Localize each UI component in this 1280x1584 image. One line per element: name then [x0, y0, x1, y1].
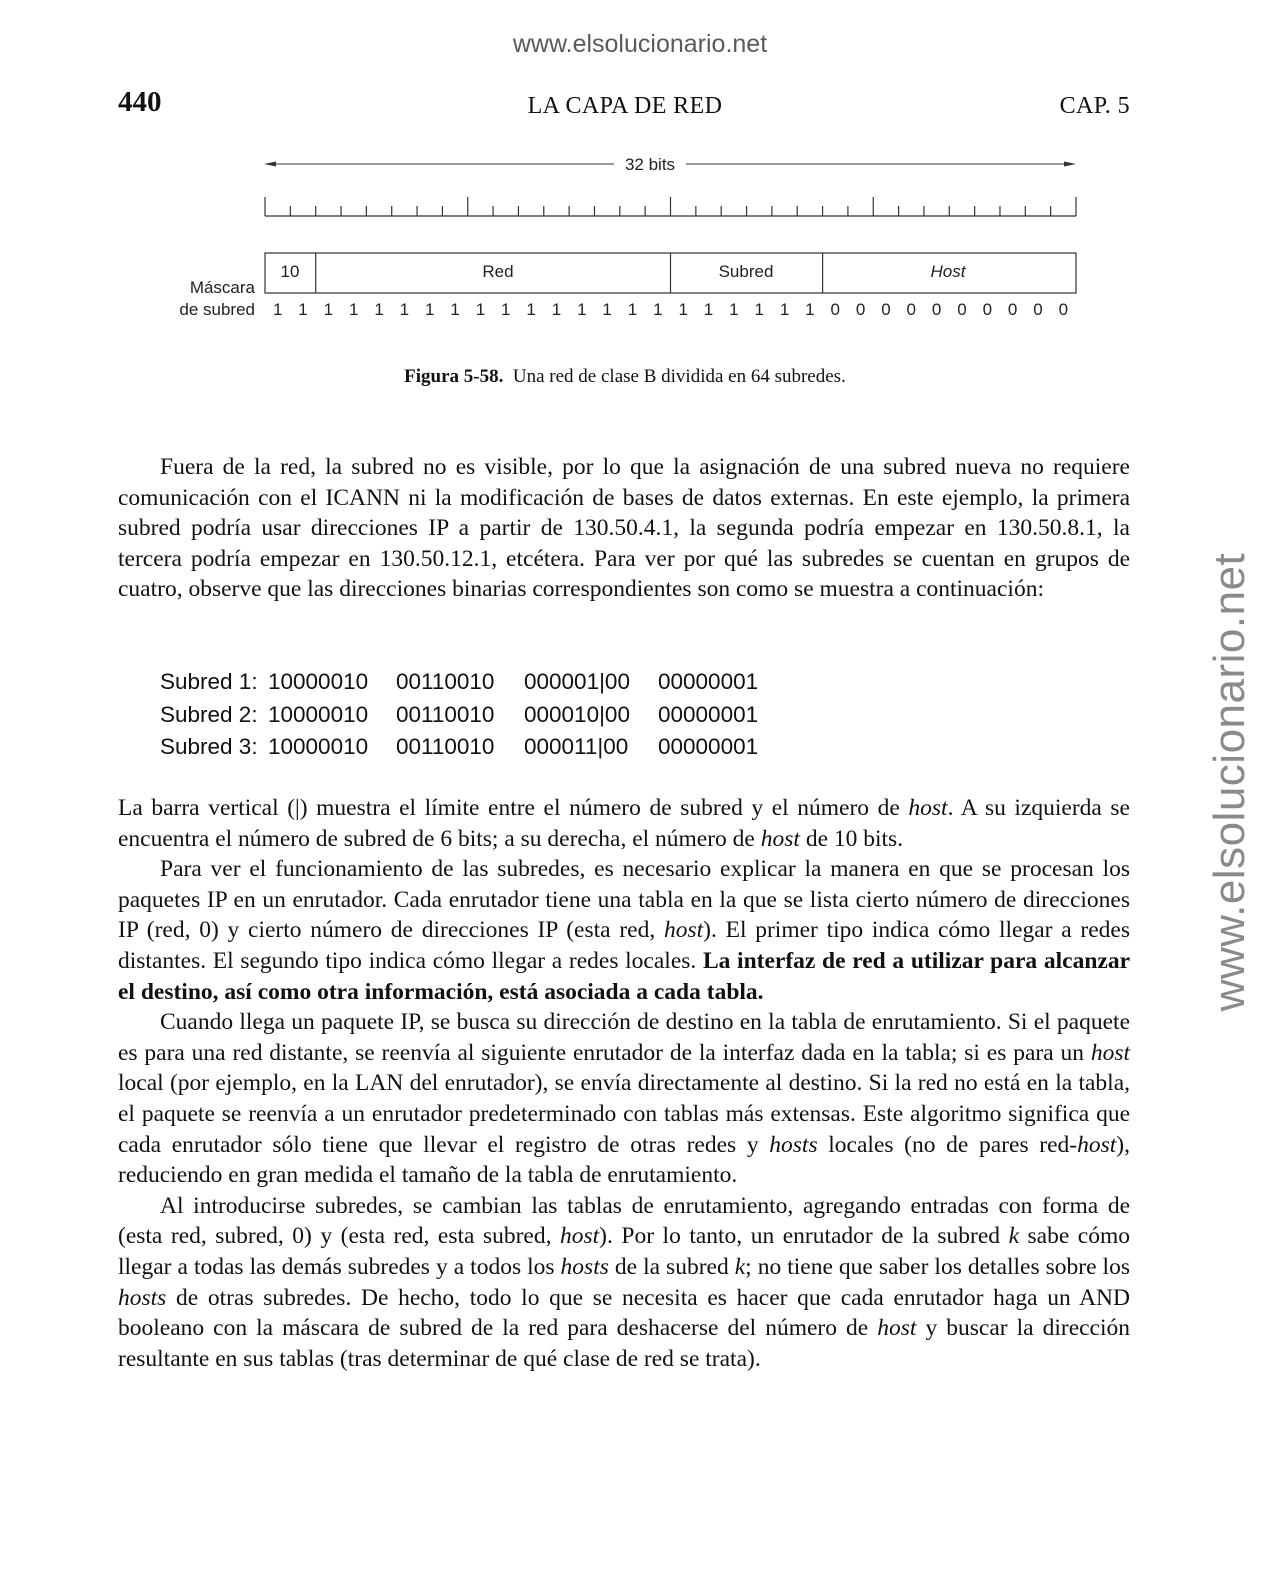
mask-bit: 0: [1058, 300, 1069, 319]
text-run-italic: host: [1077, 1131, 1117, 1158]
bit-ruler: [265, 197, 1076, 216]
mask-bit: 1: [323, 300, 334, 319]
width-label: 32 bits: [624, 155, 676, 174]
paragraph-4: [118, 1007, 1130, 1191]
text-run-bold: La interfaz de red a utilizar para alcanzar el destino, así como otra información, está asociada a cada tabla.: [118, 947, 1131, 1005]
subnet-row: [160, 666, 758, 699]
text-run-italic: hosts: [769, 1131, 818, 1158]
octet-4: 00000001: [658, 669, 759, 694]
page-number: 440: [118, 86, 162, 118]
text-run: local (por ejemplo, en la LAN del enrutador), se envía directamente al destino. Si la red no está en la tabla, el paquete se reenvía a un enrutador predeterminado con tablas más extensas. Este algoritmo significa que cada enrutador sólo tiene que llevar el registro de otras redes y: [118, 1070, 1130, 1158]
caption-text: Una red de clase B dividida en 64 subredes.: [512, 366, 846, 387]
mask-label-line1: Máscara: [189, 278, 255, 297]
mask-bit: 1: [805, 300, 815, 319]
text-run-italic: host: [760, 825, 800, 852]
mask-bit: 0: [982, 300, 993, 319]
watermark-url-side: www.elsolucionario.net: [1205, 552, 1254, 1012]
mask-bit: 1: [754, 300, 764, 319]
text-run: . A su izquierda se encuentra el número de subred de 6 bits; a su derecha, el número de: [118, 795, 1130, 852]
width-arrow: [264, 155, 1076, 174]
mask-bit: 1: [399, 300, 410, 319]
mask-bit: 1: [348, 300, 359, 319]
text-run: Al introducirse subredes, se cambian las tablas de enrutamiento, agregando entradas con forma de (esta red, subred, 0) y (esta red, esta subred,: [118, 1192, 1130, 1250]
paragraph-text: Fuera de la red, la subred no es visible, por lo que la asignación de una subred nueva no requiere comunicación con el ICANN ni la modificación de bases de datos externas. En este ejemplo, la primera subred podría usar direcciones IP a partir de 130.50.4.1, la segunda podría empezar en 130.50.8.1, la tercera podría empezar en 130.50.12.1, etcétera. Para ver por qué las subredes se cuentan en grupos de cuatro, observe que las direcciones binarias correspondientes son como se muestra a continuación:: [118, 454, 1130, 603]
text-run-italic: host: [908, 795, 948, 821]
text-run: locales (no de pares red-: [817, 1131, 1078, 1158]
text-run-italic: host: [663, 917, 704, 944]
text-run: de la subred: [608, 1253, 735, 1280]
text-run-italic: host: [877, 1315, 917, 1342]
field-subnet: Subred: [718, 262, 774, 281]
mask-bit: 1: [729, 300, 739, 319]
mask-bit: 1: [653, 300, 663, 319]
body-continued: [118, 793, 1130, 1374]
field-class-bits: 10: [280, 262, 300, 281]
mask-bit: 1: [602, 300, 612, 319]
field-host: Host: [930, 262, 966, 281]
mask-bit: 0: [957, 300, 967, 319]
octet-1: 10000010: [268, 734, 369, 759]
text-run-italic: hosts: [118, 1284, 167, 1311]
mask-bit: 0: [881, 300, 891, 319]
subnet-row: [160, 731, 758, 764]
text-run: Para ver el funcionamiento de las subredes, es necesario explicar la manera en que se procesan los paquetes IP en un enrutador. Cada enrutador tiene una tabla en la que se lista cierto número de direcciones IP (red, 0) y cierto número de direcciones IP (esta red,: [118, 856, 1130, 944]
figure-caption: [0, 366, 1250, 388]
octet-2: 00110010: [396, 734, 495, 759]
mask-bit: 1: [501, 300, 511, 319]
octet-3: 000011|00: [524, 734, 629, 759]
text-run: La barra vertical (|) muestra el límite entre el número de subred y el número de: [118, 795, 909, 821]
arrow-left-icon: [264, 162, 276, 167]
mask-bit: 1: [627, 300, 638, 319]
text-run: ). El primer tipo indica cómo llegar a redes distantes. El segundo tipo indica cómo llegar a redes locales.: [118, 917, 1130, 974]
mask-bit: 0: [1007, 300, 1018, 319]
text-run: Cuando llega un paquete IP, se busca su dirección de destino en la tabla de enrutamiento. Si el paquete es para una red distante, se reenvía al siguiente enrutador de la interfaz dada en la tabla; si es para un: [118, 1009, 1130, 1066]
text-run-italic: host: [559, 1223, 600, 1250]
watermark-url-top: www.elsolucionario.net: [512, 30, 768, 58]
subnet-row: [160, 699, 758, 732]
chapter-label: CAP. 5: [1059, 93, 1130, 119]
paragraph-2: [118, 793, 1130, 854]
address-fields: [265, 253, 1076, 293]
octet-2: 00110010: [396, 701, 495, 727]
mask-bits: [273, 300, 1068, 319]
mask-bit: 1: [374, 300, 384, 319]
subnet-label: Subred 2:: [160, 701, 258, 727]
text-run: de otras subredes. De hecho, todo lo que se necesita es hacer que cada enrutador haga un AND booleano con la máscara de subred de la red para deshacerse del número de: [118, 1284, 1130, 1342]
field-network: Red: [482, 262, 514, 281]
subnet-mask-figure: [0, 0, 1280, 340]
text-run-italic: k: [1008, 1223, 1020, 1250]
mask-bit: 0: [1033, 300, 1043, 319]
mask-bit: 1: [298, 300, 308, 319]
octet-4: 00000001: [658, 701, 759, 727]
mask-bit: 1: [577, 300, 587, 319]
mask-bit: 0: [906, 300, 916, 319]
paragraph-3: [118, 854, 1130, 1007]
text-run: y buscar la dirección resultante en sus tablas (tras determinar de qué clase de red se trata).: [118, 1315, 1131, 1372]
mask-bit: 1: [475, 300, 486, 319]
octet-1: 10000010: [268, 669, 369, 694]
mask-bit: 1: [450, 300, 460, 319]
octet-3: 000001|00: [524, 669, 630, 694]
octet-4: 00000001: [658, 734, 759, 759]
text-run-italic: hosts: [560, 1253, 609, 1280]
text-run: ). Por lo tanto, un enrutador de la subred: [599, 1223, 1009, 1250]
mask-bit: 1: [526, 300, 536, 319]
arrow-right-icon: [1064, 162, 1076, 167]
subnet-label: Subred 3:: [160, 734, 258, 759]
text-run: ), reduciendo en gran medida el tamaño de la tabla de enrutamiento.: [118, 1131, 1130, 1189]
text-run: de 10 bits.: [799, 825, 904, 852]
octet-3: 000010|00: [524, 701, 630, 727]
mask-bit: 1: [425, 300, 435, 319]
text-run: sabe cómo llegar a todas las demás subredes y a todos los: [118, 1223, 1130, 1280]
paragraph-1: [118, 452, 1130, 605]
text-run: ; no tiene que saber los detalles sobre los: [745, 1253, 1130, 1280]
caption-label: Figura 5-58.: [404, 366, 504, 387]
mask-label-line2: de subred: [179, 300, 255, 319]
mask-bit: 1: [703, 300, 714, 319]
octet-2: 00110010: [396, 669, 495, 694]
mask-bit: 1: [272, 300, 283, 319]
running-head: LA CAPA DE RED: [527, 93, 723, 119]
mask-bit: 1: [551, 300, 562, 319]
paragraph-5: [118, 1191, 1130, 1375]
subnet-label: Subred 1:: [160, 669, 258, 694]
subnet-binary-list: [160, 666, 758, 764]
mask-bit: 1: [779, 300, 790, 319]
text-run-italic: host: [1090, 1039, 1130, 1066]
octet-1: 10000010: [268, 701, 369, 727]
mask-bit: 0: [830, 300, 840, 319]
text-run-italic: k: [734, 1253, 746, 1280]
mask-bit: 1: [678, 300, 688, 319]
mask-bit: 0: [855, 300, 866, 319]
mask-bit: 0: [931, 300, 942, 319]
